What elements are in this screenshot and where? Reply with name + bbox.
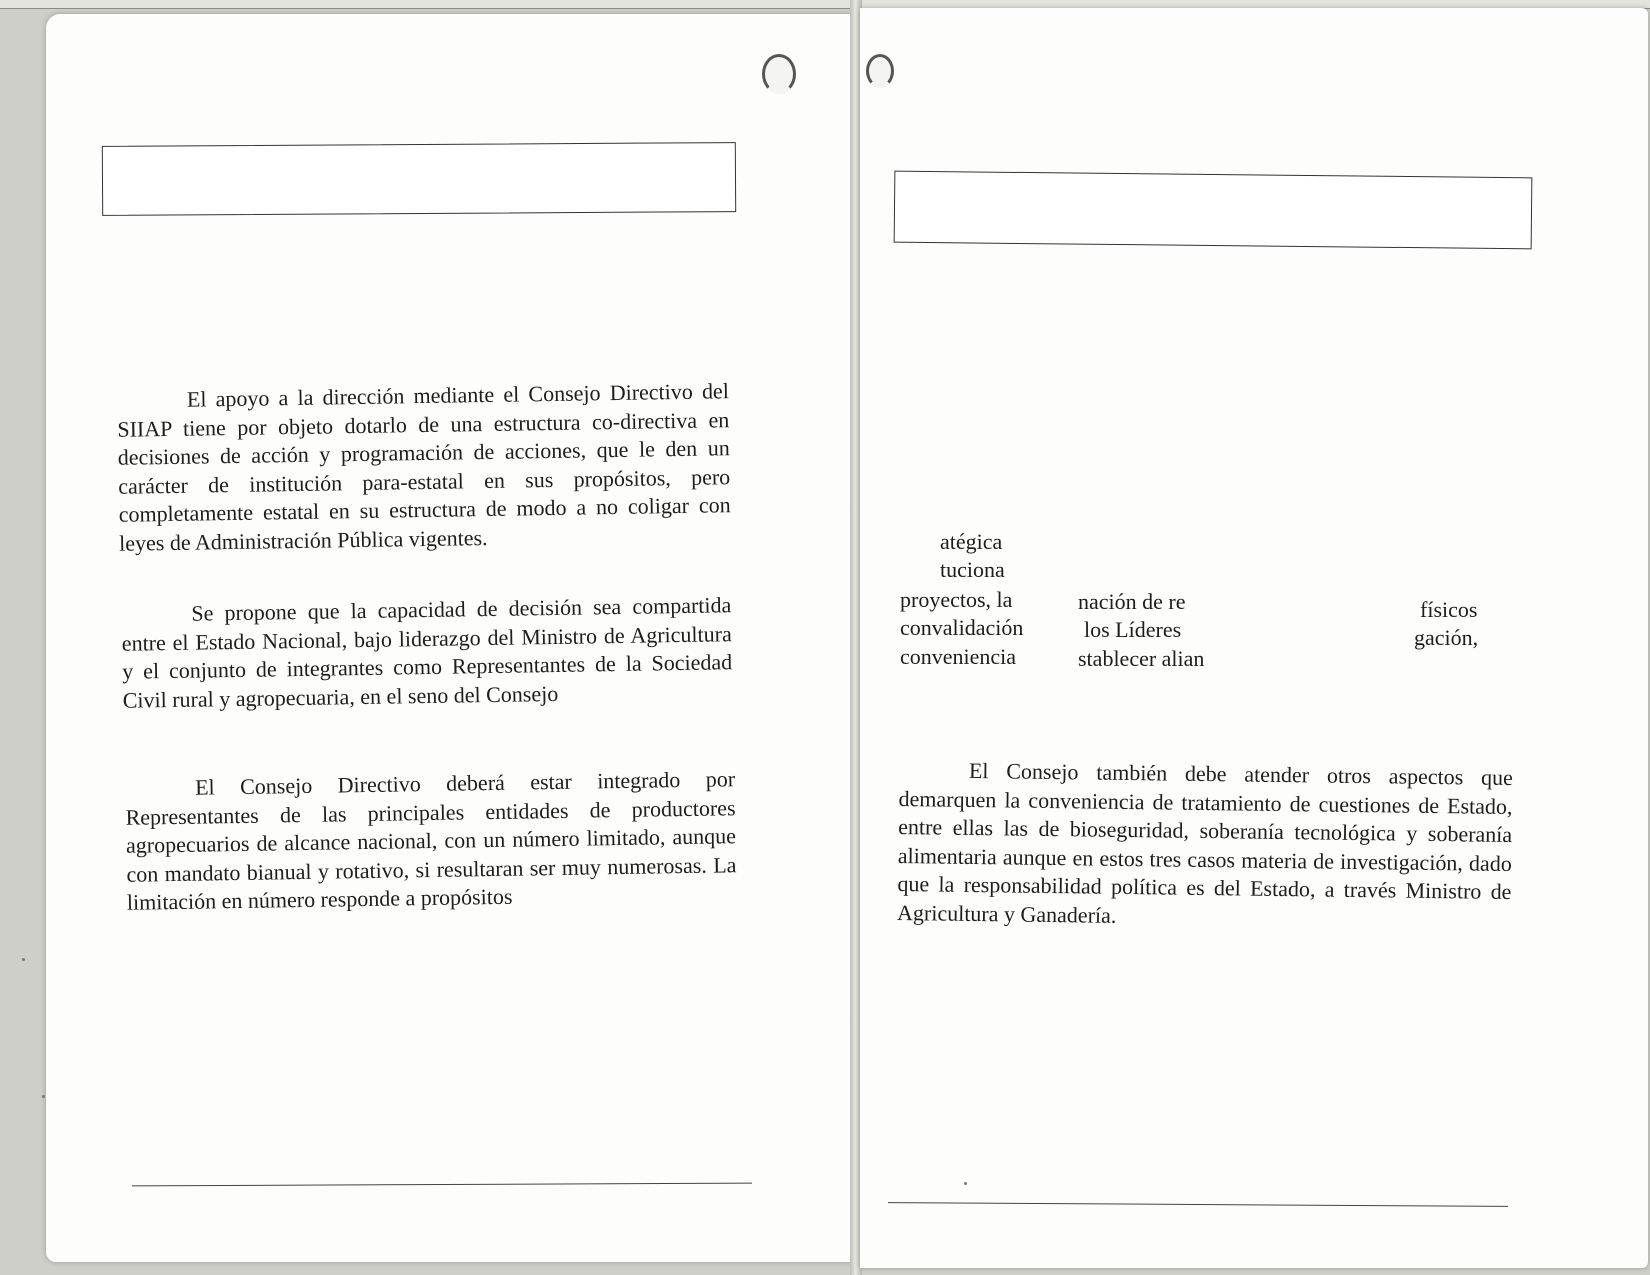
- scan-speck: [22, 958, 25, 961]
- left-paragraph-2-text: Se propone que la capacidad de decisión sea compartida entre el Estado Nacional, bajo liderazgo del Ministro de Agricultura y el conjunto de integrantes como Representantes de la Sociedad Civil rural y agropecuaria, en el seno del Consejo: [121, 592, 733, 713]
- scan-speck: [964, 1182, 967, 1185]
- left-header-box: [102, 142, 736, 216]
- right-footer-rule: [888, 1202, 1508, 1207]
- right-paragraph-1-text: El Consejo también debe atender otros aspectos que demarquen la conveniencia de tratamiento de cuestiones de Estado, entre ellas las de bioseguridad, soberanía tecnológica y soberanía alimentaria aunque en estos tres casos materia de investigación, dado que la responsabilidad política es del Estado, a través Ministro de Agricultura y Ganadería.: [896, 757, 1514, 928]
- fragment-text: atégica: [940, 529, 1003, 554]
- fragment-text: convalidación: [900, 615, 1024, 640]
- fragment-text: tuciona: [940, 557, 1005, 582]
- fragment-text: gación,: [1414, 625, 1479, 650]
- fragment-text: los Líderes: [1084, 617, 1182, 642]
- left-paragraph-2: [121, 591, 733, 715]
- fragment-text: stablecer alian: [1078, 646, 1205, 671]
- punch-hole-icon: [866, 54, 894, 88]
- right-paragraph-1: [897, 756, 1513, 935]
- right-page: [860, 8, 1648, 1268]
- fragment-text: proyectos, la: [900, 587, 1013, 612]
- left-paragraph-1-text: El apoyo a la dirección mediante el Consejo Directivo del SIIAP tiene por objeto dotarlo de una estructura co-directiva en decisiones de acción y programación de acciones, que le den un carácter de institución para-estatal en sus propósitos, pero completamente estatal en su estructura de modo a no coligar con leyes de Administración Pública vigentes.: [117, 378, 731, 556]
- scan-speck: [42, 1095, 45, 1098]
- fragment-text: nación de re: [1078, 589, 1186, 614]
- left-page: [46, 14, 852, 1262]
- left-paragraph-1: [117, 377, 732, 558]
- fragment-text: conveniencia: [900, 644, 1017, 669]
- punch-hole-icon: [762, 54, 796, 94]
- left-footer-rule: [132, 1183, 752, 1187]
- left-paragraph-3: [125, 765, 737, 917]
- left-paragraph-3-text: El Consejo Directivo deberá estar integrado por Representantes de las principales entidades de productores agropecuarios de alcance nacional, con un número limitado, aunque con mandato bianual y rotativo, si resultaran ser muy numerosas. La limitación en número responde a propósitos: [125, 766, 737, 915]
- right-header-box: [894, 171, 1533, 250]
- fragment-text: físicos: [1420, 597, 1478, 622]
